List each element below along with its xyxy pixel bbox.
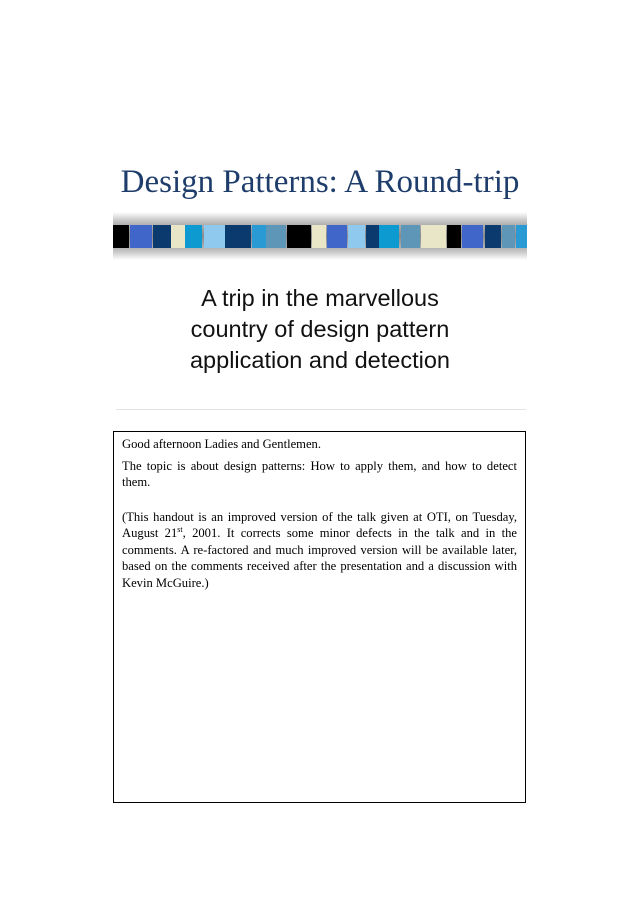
band-square bbox=[516, 225, 527, 248]
subtitle-line: A trip in the marvellous bbox=[201, 285, 439, 311]
band-square bbox=[401, 225, 420, 248]
band-square bbox=[113, 225, 129, 248]
notes-handout bbox=[122, 509, 517, 592]
band-square bbox=[252, 225, 266, 248]
band-square bbox=[462, 225, 483, 248]
band-square bbox=[204, 225, 225, 248]
band-square bbox=[130, 225, 152, 248]
band-square bbox=[366, 225, 379, 248]
band-square bbox=[348, 225, 365, 248]
subtitle-line: country of design pattern bbox=[190, 316, 450, 342]
notes-handout-text-1: (This handout is an improved version of the talk given at OTI, on Tuesday, August 21 bbox=[122, 509, 517, 540]
divider bbox=[116, 409, 526, 410]
band-square bbox=[266, 225, 286, 248]
notes-topic: The topic is about design patterns: How to apply them, and how to detect them. bbox=[122, 458, 517, 489]
band-square bbox=[185, 225, 202, 248]
band-square bbox=[502, 225, 515, 248]
slide-subtitle bbox=[0, 283, 640, 376]
speaker-notes-box bbox=[113, 431, 526, 803]
decorative-color-band bbox=[113, 212, 527, 260]
band-square bbox=[171, 225, 185, 248]
notes-greeting: Good afternoon Ladies and Gentlemen. bbox=[122, 437, 321, 451]
notes-handout-ordinal: st bbox=[177, 524, 183, 534]
band-square bbox=[485, 225, 501, 248]
band-square bbox=[312, 225, 326, 248]
band-square bbox=[421, 225, 446, 248]
slide-title: Design Patterns: A Round-trip bbox=[120, 164, 520, 200]
band-square bbox=[153, 225, 171, 248]
subtitle-line: application and detection bbox=[189, 347, 450, 373]
notes-handout-text-2: , 2001. It corrects some minor defects in the talk and in the comments. A re-factored and much improved version will be available later, based on the comments received after the presentation and a discussion with Kevin McGuire.) bbox=[122, 526, 517, 590]
band-square bbox=[225, 225, 251, 248]
band-square bbox=[447, 225, 461, 248]
band-square bbox=[287, 225, 311, 248]
band-square bbox=[327, 225, 347, 248]
band-square bbox=[379, 225, 399, 248]
